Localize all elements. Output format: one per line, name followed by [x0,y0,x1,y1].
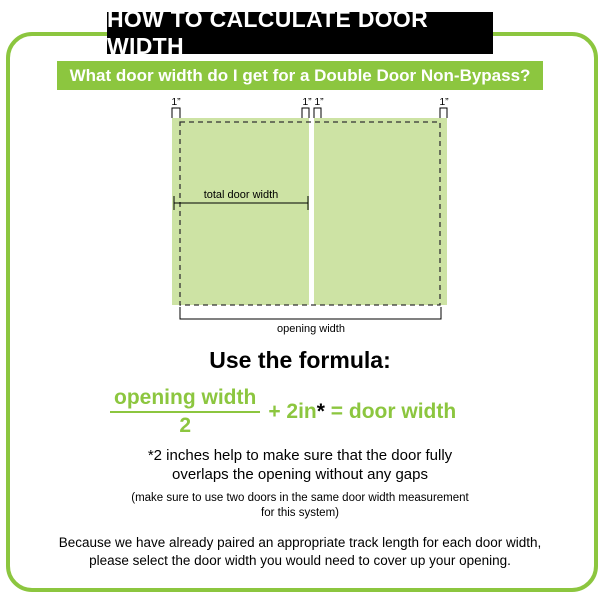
overlap-bracket-left [172,108,180,118]
overlap-note-line-1: *2 inches help to make sure that the door fully [147,447,453,464]
track-length-note-line-1: Because we have already paired an appropriate track length for each door width, [58,535,542,550]
formula-asterisk: * [316,400,325,423]
formula-denominator: 2 [179,413,191,437]
right-door-panel [314,118,447,305]
formula-numerator: opening width [110,386,260,413]
page-subtitle: What door width do I get for a Double Door Non-Bypass? [57,61,543,90]
formula-heading: Use the formula: [209,347,391,373]
overlap-bracket-center-right [314,108,321,118]
overlap-label-center-right: 1” [314,96,324,108]
overlap-note [0,446,600,484]
overlap-label-left: 1” [171,96,181,108]
formula-fraction [110,386,260,439]
formula-plus-term: + 2in [268,400,317,423]
overlap-bracket-center-left [302,108,309,118]
overlap-bracket-right [440,108,447,118]
overlap-note-line-2: overlaps the opening without any gaps [171,466,428,483]
track-length-note-line-2: please select the door width you would need to cover up your opening. [89,553,511,568]
total-door-width-label: total door width [203,189,279,201]
left-door-panel [172,118,309,305]
formula [110,384,456,440]
two-doors-note [0,491,600,521]
two-doors-note-line-2: for this system) [261,507,339,519]
overlap-label-right: 1” [439,96,449,108]
formula-result: = door width [324,400,457,423]
two-doors-note-line-1: (make sure to use two doors in the same door width measurement [131,492,469,504]
overlap-label-center-left: 1” [302,96,312,108]
page-title: HOW TO CALCULATE DOOR WIDTH [107,12,493,54]
opening-width-bracket [180,307,441,319]
track-length-note [0,534,600,570]
opening-width-label: opening width [277,323,345,335]
